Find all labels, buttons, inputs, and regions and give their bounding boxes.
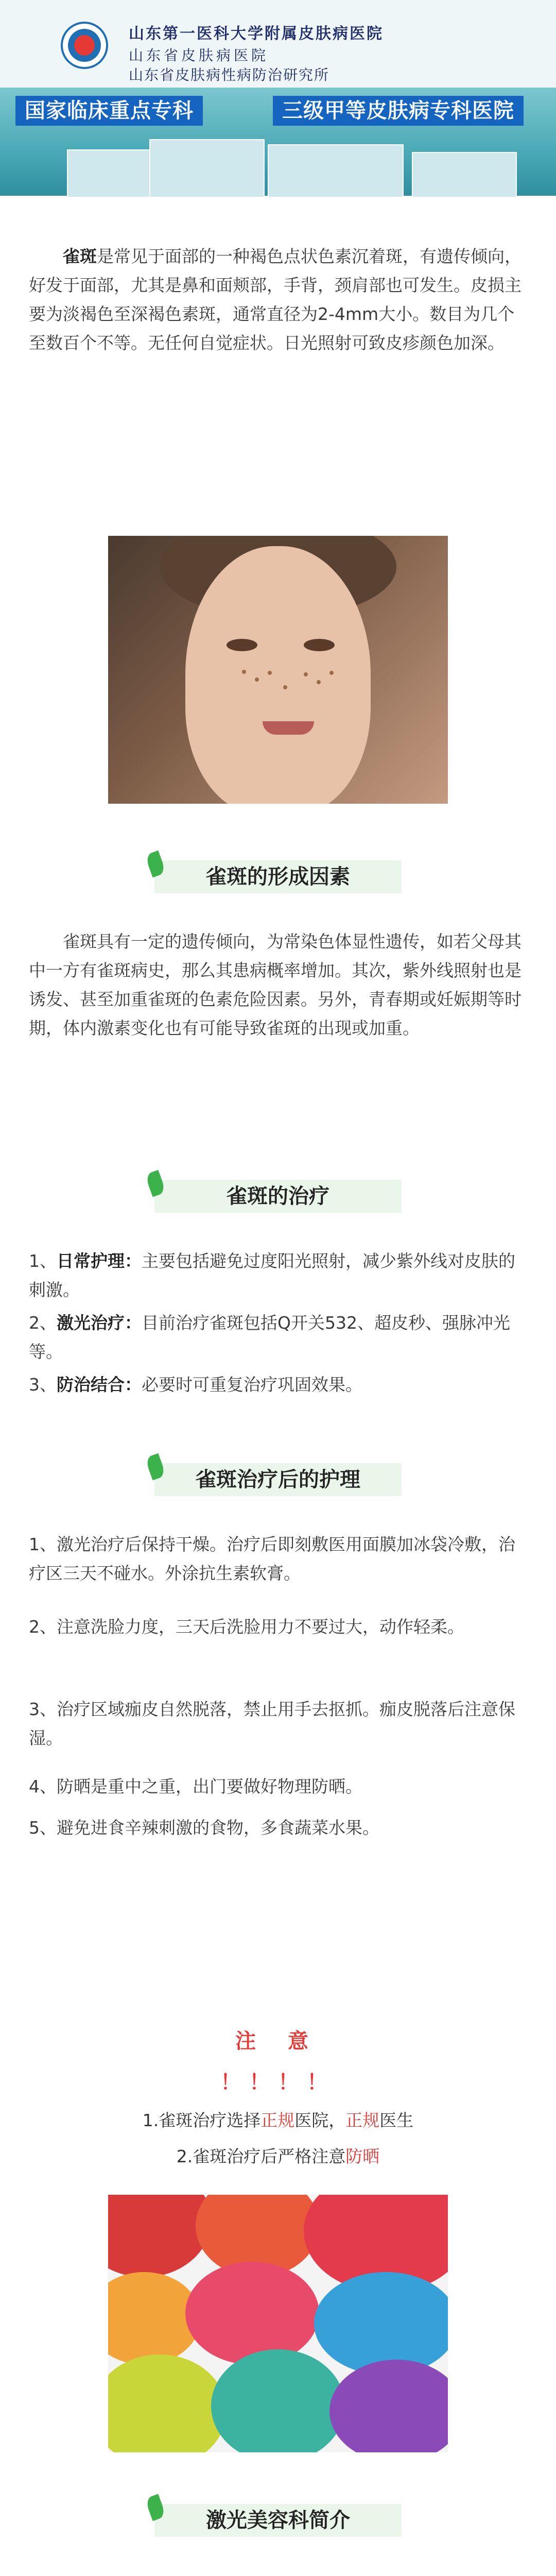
hospital-name: 山东第一医科大学附属皮肤病医院 bbox=[129, 25, 384, 43]
umbrellas-photo bbox=[108, 2195, 448, 2452]
hospital-logo-icon bbox=[61, 22, 108, 69]
notice-line-1: 1.雀斑治疗选择正规医院，正规医生 bbox=[142, 2110, 414, 2130]
hospital-alt-name: 山东省皮肤病医院 bbox=[129, 47, 269, 64]
section-heading-causes: 雀斑的形成因素 bbox=[154, 855, 402, 899]
freckles-face-photo bbox=[108, 536, 448, 804]
notice-title: 注 意 bbox=[235, 2029, 321, 2053]
building-illustration bbox=[149, 139, 265, 198]
notice-line-2: 2.雀斑治疗后严格注意防晒 bbox=[176, 2146, 380, 2166]
aftercare-item: 3、治疗区域痂皮自然脱落，禁止用手去抠抓。痂皮脱落后注意保湿。 bbox=[29, 1699, 515, 1748]
institute-name: 山东省皮肤病性病防治研究所 bbox=[129, 66, 330, 83]
banner-tag-grade: 三级甲等皮肤病专科医院 bbox=[273, 96, 524, 126]
hospital-header bbox=[0, 0, 556, 88]
causes-paragraph: 雀斑具有一定的遗传倾向，为常染色体显性遗传，如若父母其中一方有雀斑病史，那么其患病概率增加。其次，紫外线照射也是诱发、甚至加重雀斑的色素危险因素。另外，青春期或妊娠期等时期，体内激素变化也有可能导致雀斑的出现或加重。 bbox=[29, 931, 522, 1038]
aftercare-item: 2、注意洗脸力度，三天后洗脸用力不要过大，动作轻柔。 bbox=[29, 1617, 464, 1637]
intro-term: 雀斑 bbox=[63, 246, 97, 266]
building-illustration bbox=[268, 144, 404, 198]
section-heading-treatment: 雀斑的治疗 bbox=[154, 1175, 402, 1218]
treatment-item: 3、防治结合：必要时可重复治疗巩固效果。 bbox=[29, 1375, 362, 1395]
banner-tag-key-specialty: 国家临床重点专科 bbox=[15, 96, 203, 126]
section-heading-aftercare: 雀斑治疗后的护理 bbox=[154, 1458, 402, 1501]
aftercare-item: 4、防晒是重中之重，出门要做好物理防晒。 bbox=[29, 1776, 362, 1797]
section-heading-department: 激光美容科简介 bbox=[154, 2499, 402, 2542]
building-illustration bbox=[67, 149, 151, 198]
treatment-item: 2、激光治疗：目前治疗雀斑包括Q开关532、超皮秒、强脉冲光等。 bbox=[29, 1313, 510, 1362]
hospital-banner bbox=[0, 88, 556, 196]
building-illustration bbox=[412, 152, 517, 198]
intro-paragraph bbox=[29, 242, 527, 358]
treatment-item: 1、日常护理：主要包括避免过度阳光照射，减少紫外线对皮肤的刺激。 bbox=[29, 1251, 515, 1300]
intro-text: 是常见于面部的一种褐色点状色素沉着斑，有遗传倾向，好发于面部，尤其是鼻和面颊部，手背，颈肩部也可发生。皮损主要为淡褐色至深褐色素斑，通常直径为2-4mm大小。数目为几个至数百个不等。无任何自觉症状。日光照射可致皮疹颜色加深。 bbox=[29, 246, 522, 353]
aftercare-item: 1、激光治疗后保持干燥。治疗后即刻敷医用面膜加冰袋冷敷，治疗区三天不碰水。外涂抗生素软膏。 bbox=[29, 1534, 515, 1583]
notice-exclamations: ！！！！ bbox=[220, 2071, 336, 2094]
aftercare-item: 5、避免进食辛辣刺激的食物，多食蔬菜水果。 bbox=[29, 1818, 379, 1838]
